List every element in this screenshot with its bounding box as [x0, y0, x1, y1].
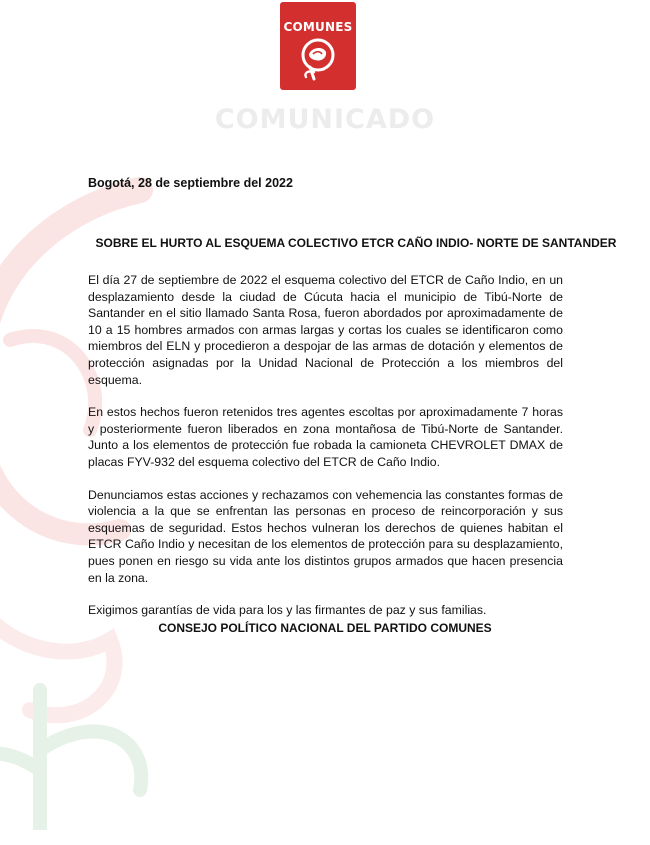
rose-fist-icon — [298, 37, 338, 81]
document-subject: SOBRE EL HURTO AL ESQUEMA COLECTIVO ETCR CAÑO INDIO- NORTE DE SANTANDER — [95, 236, 617, 250]
body-paragraph: En estos hechos fueron retenidos tres agentes escoltas por aproximadamente 7 horas y posteriormente fueron liberados en zona montañosa de Tibú-Norte de Santander. Junto a los elementos de protección fue robada la camioneta CHEVROLET DMAX de placas FYV-932 del esquema colectivo del ETCR de Caño Indio. — [88, 405, 563, 469]
comunes-logo — [280, 2, 356, 90]
comunicado-heading: COMUNICADO — [214, 104, 436, 135]
document-date: Bogotá, 28 de septiembre del 2022 — [88, 176, 293, 190]
body-paragraph: Denunciamos estas acciones y rechazamos con vehemencia las constantes formas de violencia a la que se enfrentan las personas en proceso de reincorporación y sus esquemas de seguridad. Estos hechos vulneran los derechos de quienes habitan el ETCR Caño Indio y necesitan de los elementos de protección para su desplazamiento, pues ponen en riesgo su vida ante los distintos grupos armados que hacen presencia en la zona. — [88, 487, 563, 585]
signature: CONSEJO POLÍTICO NACIONAL DEL PARTIDO COMUNES — [158, 621, 492, 635]
logo-wordmark: COMUNES — [283, 20, 353, 34]
body-paragraph: El día 27 de septiembre de 2022 el esquema colectivo del ETCR de Caño Indio, en un desplazamiento desde la ciudad de Cúcuta hacia el municipio de Tibú-Norte de Santander en el sitio llamado Santa Rosa, fueron abordados por aproximadamente de 10 a 15 hombres armados con armas largas y cortas los cuales se identificaron como miembros del ELN y procedieron a despojar de las armas de dotación y elementos de protección asignadas por la Unidad Nacional de Protección a los miembros del esquema. — [88, 273, 563, 387]
body-paragraph: Exigimos garantías de vida para los y las firmantes de paz y sus familias. — [88, 603, 487, 618]
document-body — [88, 272, 563, 635]
